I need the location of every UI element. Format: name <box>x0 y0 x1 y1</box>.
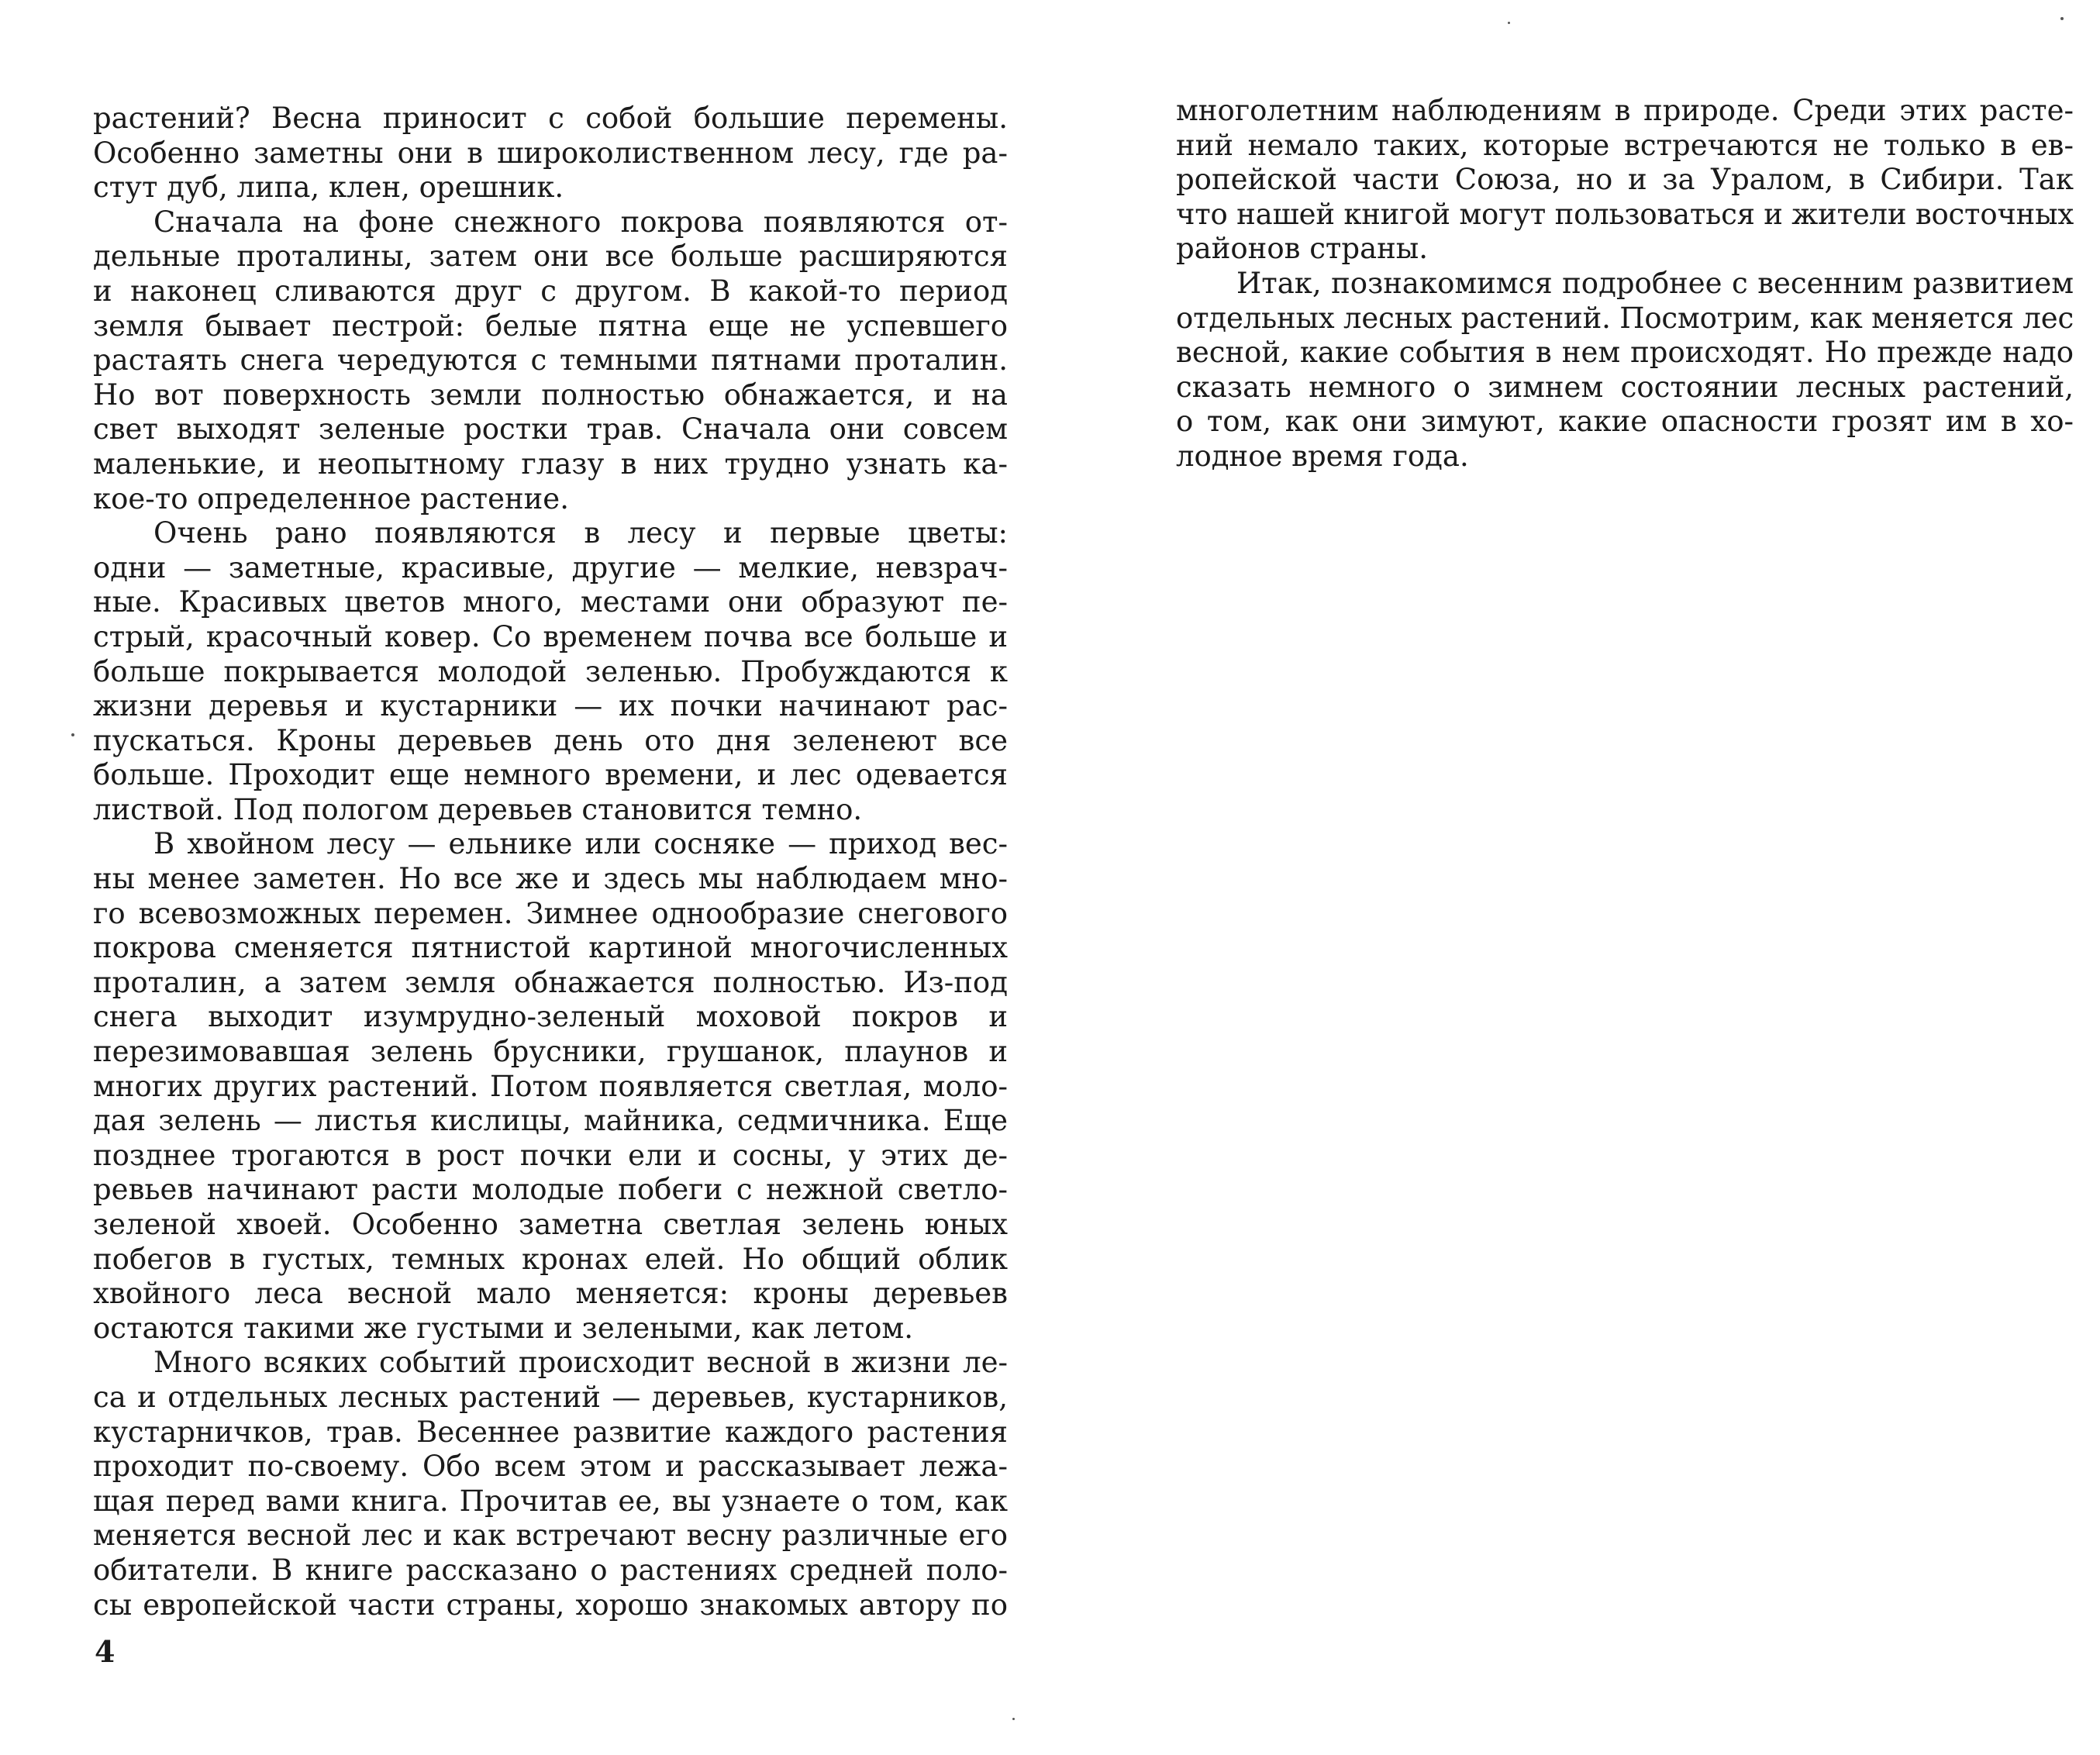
scan-speck <box>71 733 74 736</box>
text-line: растаять снега чередуются с темными пятнами проталин. <box>93 343 1008 378</box>
text-line: щая перед вами книга. Прочитав ее, вы узнаете о том, как <box>93 1484 1008 1518</box>
text-line: стрый, красочный ковер. Со временем почва все больше и <box>93 619 1008 653</box>
text-line: жизни деревья и кустарники — их почки начинают рас- <box>93 689 1008 723</box>
text-line: В хвойном лесу — ельнике или сосняке — приход вес- <box>153 827 1008 861</box>
text-line: зеленой хвоей. Особенно заметна светлая зелень юных <box>93 1208 1008 1241</box>
text-line: районов страны. <box>1176 232 1429 266</box>
text-line: Много всяких событий происходит весной в жизни ле- <box>153 1346 1008 1380</box>
text-line: Сначала на фоне снежного покрова появляются от- <box>153 205 1008 239</box>
text-line: покрова сменяется пятнистой картиной многочисленных <box>93 931 1008 965</box>
text-line: и наконец сливаются друг с другом. В какой-то период <box>93 274 1008 308</box>
text-line: кое-то определенное растение. <box>93 481 569 515</box>
text-line: кустарничков, трав. Весеннее развитие каждого растения <box>93 1415 1008 1449</box>
text-line: Но вот поверхность земли полностью обнажается, и на <box>93 378 1008 412</box>
text-line: сказать немного о зимнем состоянии лесных растений, <box>1176 370 2074 404</box>
text-line: го всевозможных перемен. Зимнее однообразие снегового <box>93 896 1008 930</box>
scan-speck <box>1012 1718 1015 1720</box>
text-line: отдельных лесных растений. Посмотрим, как меняется лес <box>1176 301 2074 335</box>
text-line: остаются такими же густыми и зелеными, как летом. <box>93 1311 913 1345</box>
text-line: больше покрывается молодой зеленью. Пробуждаются к <box>93 654 1008 688</box>
left-page-text-column <box>93 102 1008 1622</box>
text-line: дая зелень — листья кислицы, майника, седмичника. Еще <box>93 1104 1008 1138</box>
text-line: сы европейской части страны, хорошо знакомых автору по <box>93 1588 1008 1622</box>
text-line: ны менее заметен. Но все же и здесь мы наблюдаем мно- <box>93 862 1008 896</box>
text-line: весной, какие события в нем происходят. Но прежде надо <box>1176 336 2074 370</box>
text-line: стут дуб, липа, клен, орешник. <box>93 171 564 205</box>
text-line: меняется весной лес и как встречают весну различные его <box>93 1519 1008 1553</box>
text-line: маленькие, и неопытному глазу в них трудно узнать ка- <box>93 447 1008 481</box>
text-line: побегов в густых, темных кронах елей. Но общий облик <box>93 1242 1008 1276</box>
page-number: 4 <box>95 1634 116 1669</box>
text-line: позднее трогаются в рост почки ели и сосны, у этих де- <box>93 1138 1008 1172</box>
text-line: проходит по-своему. Обо всем этом и рассказывает лежа- <box>93 1450 1008 1484</box>
text-line: растений? Весна приносит с собой большие перемены. <box>93 102 1008 135</box>
right-page-text-column <box>1176 94 2074 474</box>
text-line: больше. Проходит еще немного времени, и лес одевается <box>93 758 1008 792</box>
scan-speck <box>2060 17 2064 20</box>
text-line: листвой. Под пологом деревьев становится темно. <box>93 792 863 826</box>
scan-speck <box>1508 22 1510 24</box>
text-line: перезимовавшая зелень брусники, грушанок, плаунов и <box>93 1035 1008 1069</box>
text-line: проталин, а затем земля обнажается полностью. Из-под <box>93 965 1008 999</box>
text-line: земля бывает пестрой: белые пятна еще не успевшего <box>93 309 1008 343</box>
text-line: что нашей книгой могут пользоваться и жители восточных <box>1176 197 2074 231</box>
text-line: ний немало таких, которые встречаются не только в ев- <box>1176 128 2074 162</box>
text-line: лодное время года. <box>1176 439 1469 473</box>
text-line: обитатели. В книге рассказано о растениях средней поло- <box>93 1553 1008 1587</box>
text-line: снега выходит изумрудно-зеленый моховой покров и <box>93 1000 1008 1034</box>
text-line: ревьев начинают расти молодые побеги с нежной светло- <box>93 1173 1008 1207</box>
text-line: ные. Красивых цветов много, местами они образуют пе- <box>93 585 1008 619</box>
text-line: многих других растений. Потом появляется светлая, моло- <box>93 1069 1008 1103</box>
text-line: одни — заметные, красивые, другие — мелкие, невзрач- <box>93 550 1008 584</box>
text-line: Очень рано появляются в лесу и первые цветы: <box>153 516 1008 550</box>
text-line: Итак, познакомимся подробнее с весенним развитием <box>1236 266 2074 300</box>
text-line: о том, как они зимуют, какие опасности грозят им в хо- <box>1176 405 2074 439</box>
text-line: дельные проталины, затем они все больше расширяются <box>93 240 1008 274</box>
text-line: хвойного леса весной мало меняется: кроны деревьев <box>93 1277 1008 1311</box>
text-line: Особенно заметны они в широколиственном лесу, где ра- <box>93 136 1008 170</box>
right-page <box>1050 0 2100 1755</box>
text-line: свет выходят зеленые ростки трав. Сначала они совсем <box>93 412 1008 447</box>
text-line: многолетним наблюдениям в природе. Среди этих расте- <box>1176 94 2074 127</box>
text-line: пускаться. Кроны деревьев день ото дня зеленеют все <box>93 723 1008 757</box>
text-line: ропейской части Союза, но и за Уралом, в Сибири. Так <box>1176 163 2074 197</box>
text-line: са и отдельных лесных растений — деревьев, кустарников, <box>93 1380 1008 1414</box>
